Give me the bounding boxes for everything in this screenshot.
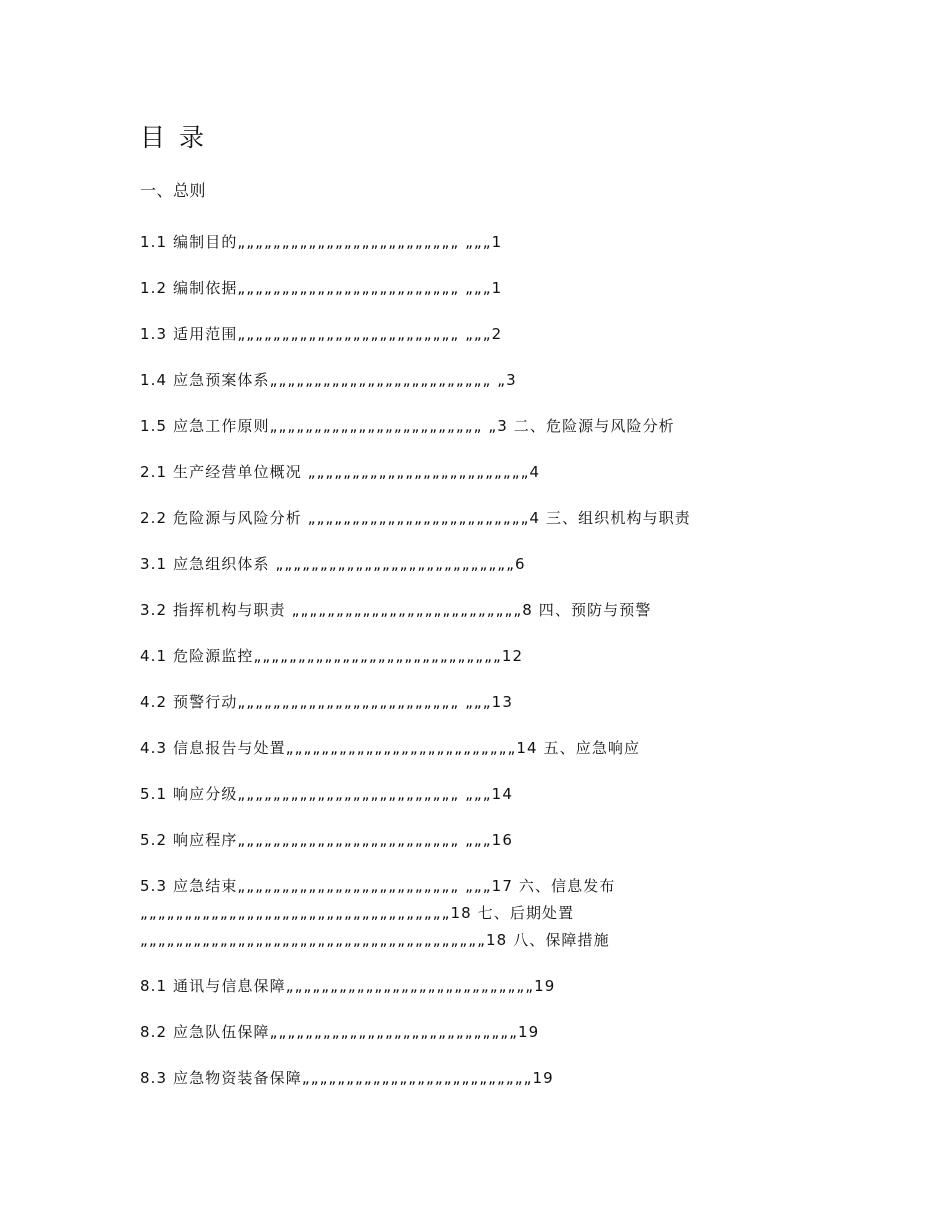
toc-entry-5-1[interactable]: 5.1 响应分级„„„„„„„„„„„„„„„„„„„„„„„„„ „„„14	[140, 785, 513, 803]
toc-entry-1-1[interactable]: 1.1 编制目的„„„„„„„„„„„„„„„„„„„„„„„„„ „„„1	[140, 233, 503, 251]
toc-entry-1-5[interactable]: 1.5 应急工作原则„„„„„„„„„„„„„„„„„„„„„„„„ „3 二、危险源与风险分析	[140, 417, 675, 435]
toc-entry-4-2[interactable]: 4.2 预警行动„„„„„„„„„„„„„„„„„„„„„„„„„ „„„13	[140, 693, 513, 711]
toc-entry-4-1[interactable]: 4.1 危险源监控„„„„„„„„„„„„„„„„„„„„„„„„„„„„12	[140, 647, 524, 665]
toc-entry-3-1[interactable]: 3.1 应急组织体系 „„„„„„„„„„„„„„„„„„„„„„„„„„„6	[140, 555, 526, 573]
toc-title: 目 录	[140, 123, 207, 152]
toc-entry-4-3[interactable]: 4.3 信息报告与处置„„„„„„„„„„„„„„„„„„„„„„„„„„14 五、应急响应	[140, 739, 641, 757]
toc-entry-1-3[interactable]: 1.3 适用范围„„„„„„„„„„„„„„„„„„„„„„„„„ „„„2	[140, 325, 503, 343]
toc-entry-2-1[interactable]: 2.1 生产经营单位概况 „„„„„„„„„„„„„„„„„„„„„„„„„4	[140, 463, 541, 481]
toc-entry-8-1[interactable]: 8.1 通讯与信息保障„„„„„„„„„„„„„„„„„„„„„„„„„„„„19	[140, 977, 556, 995]
toc-entry-8-3[interactable]: 8.3 应急物资装备保障„„„„„„„„„„„„„„„„„„„„„„„„„„19	[140, 1069, 554, 1087]
toc-entry-5-3[interactable]: 5.3 应急结束„„„„„„„„„„„„„„„„„„„„„„„„„ „„„17 六、信息发布„„„„„„„„„„„„„„„„„„„„„„„„„„„„„„„„„„„18 七、后期处置„„„„„„„„„„„„„„„„„„„„„„„„„„„„„„„„„„„„„„„18 八、保障措施	[140, 877, 616, 949]
toc-section-heading: 一、总则	[140, 181, 207, 200]
toc-entry-3-2[interactable]: 3.2 指挥机构与职责 „„„„„„„„„„„„„„„„„„„„„„„„„„8 四、预防与预警	[140, 601, 652, 619]
toc-entry-5-2[interactable]: 5.2 响应程序„„„„„„„„„„„„„„„„„„„„„„„„„ „„„16	[140, 831, 513, 849]
toc-entry-1-2[interactable]: 1.2 编制依据„„„„„„„„„„„„„„„„„„„„„„„„„ „„„1	[140, 279, 503, 297]
toc-entry-2-2[interactable]: 2.2 危险源与风险分析 „„„„„„„„„„„„„„„„„„„„„„„„„4 三、组织机构与职责	[140, 509, 691, 527]
toc-entry-8-2[interactable]: 8.2 应急队伍保障„„„„„„„„„„„„„„„„„„„„„„„„„„„„19	[140, 1023, 540, 1041]
toc-entry-1-4[interactable]: 1.4 应急预案体系„„„„„„„„„„„„„„„„„„„„„„„„„ „3	[140, 371, 517, 389]
toc-list	[140, 229, 820, 1111]
